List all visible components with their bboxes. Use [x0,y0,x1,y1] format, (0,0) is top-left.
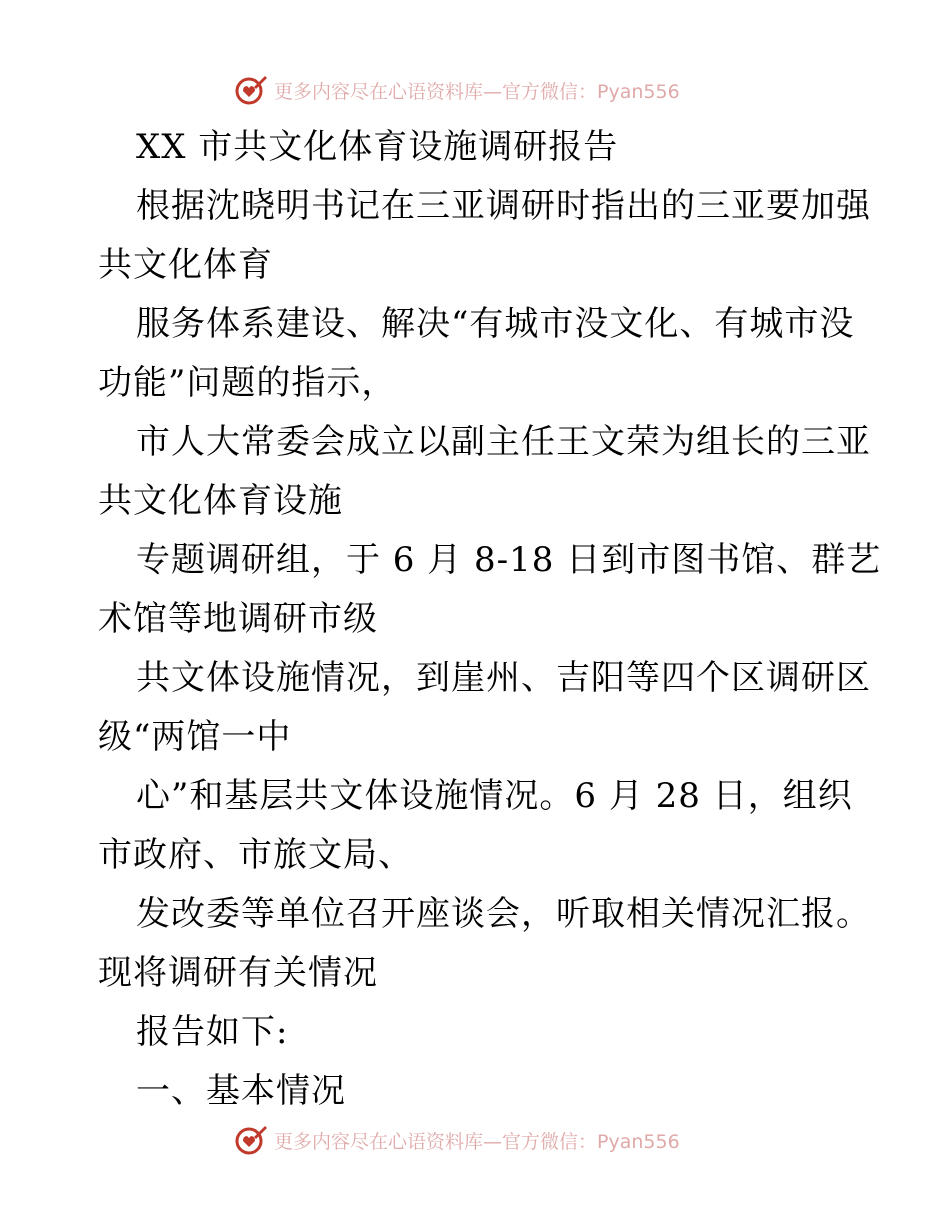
paragraph-4-rest: 共文化体育设施 [98,481,343,521]
paragraph-2-rest: 共文化体育 [98,245,273,285]
paragraph-7-rest: 市政府、市旅文局、 [98,835,413,875]
paragraph-8-first: 发改委等单位召开座谈会，听取相关情况汇报。 [136,894,871,934]
paragraph-3-rest: 功能”问题的指示， [98,363,397,403]
paragraph-7 [98,767,858,885]
paragraph-5-first: 专题调研组，于 6 月 8-18 日到市图书馆、群艺 [136,540,882,580]
watermark-separator: — [483,80,503,103]
paragraph-9-first: 报告如下: [136,1012,289,1052]
paragraph-7-first: 心”和基层共文体设施情况。6 月 28 日，组织 [136,776,853,816]
watermark-text [274,1127,680,1154]
paragraph-8-rest: 现将调研有关情况 [98,953,378,993]
header-watermark [234,70,680,110]
document-body [98,118,882,1121]
watermark-tail: 官方微信：Pyan556 [502,1130,680,1153]
paragraph-3-first: 服务体系建设、解决“有城市没文化、有城市没 [136,304,855,344]
watermark-main: 更多内容尽在心语资料库 [274,1130,484,1153]
paragraph-6-first: 共文体设施情况，到崖州、吉阳等四个区调研区 [136,658,871,698]
footer-watermark [234,1120,680,1160]
paragraph-2 [98,177,871,295]
heart-pen-logo-icon [234,73,268,107]
paragraph-6-rest: 级“两馆一中 [98,717,292,757]
paragraph-3 [98,295,858,413]
heart-pen-logo-icon [234,1123,268,1157]
paragraph-6 [98,649,871,767]
paragraph-4-first: 市人大常委会成立以副主任王文荣为组长的三亚 [136,422,871,462]
paragraph-9 [98,1003,858,1062]
paragraph-10-first: 一、基本情况 [136,1071,346,1111]
paragraph-5-rest: 术馆等地调研市级 [98,599,378,639]
paragraph-4 [98,413,871,531]
paragraph-8 [98,885,871,1003]
paragraph-1 [98,118,858,177]
paragraph-1-first: XX 市共文化体育设施调研报告 [136,127,619,167]
paragraph-2-first: 根据沈晓明书记在三亚调研时指出的三亚要加强 [136,186,871,226]
watermark-main: 更多内容尽在心语资料库 [274,80,484,103]
watermark-tail: 官方微信：Pyan556 [502,80,680,103]
paragraph-5 [98,531,882,649]
watermark-text [274,77,680,104]
watermark-separator: — [483,1130,503,1153]
paragraph-10 [98,1062,858,1121]
